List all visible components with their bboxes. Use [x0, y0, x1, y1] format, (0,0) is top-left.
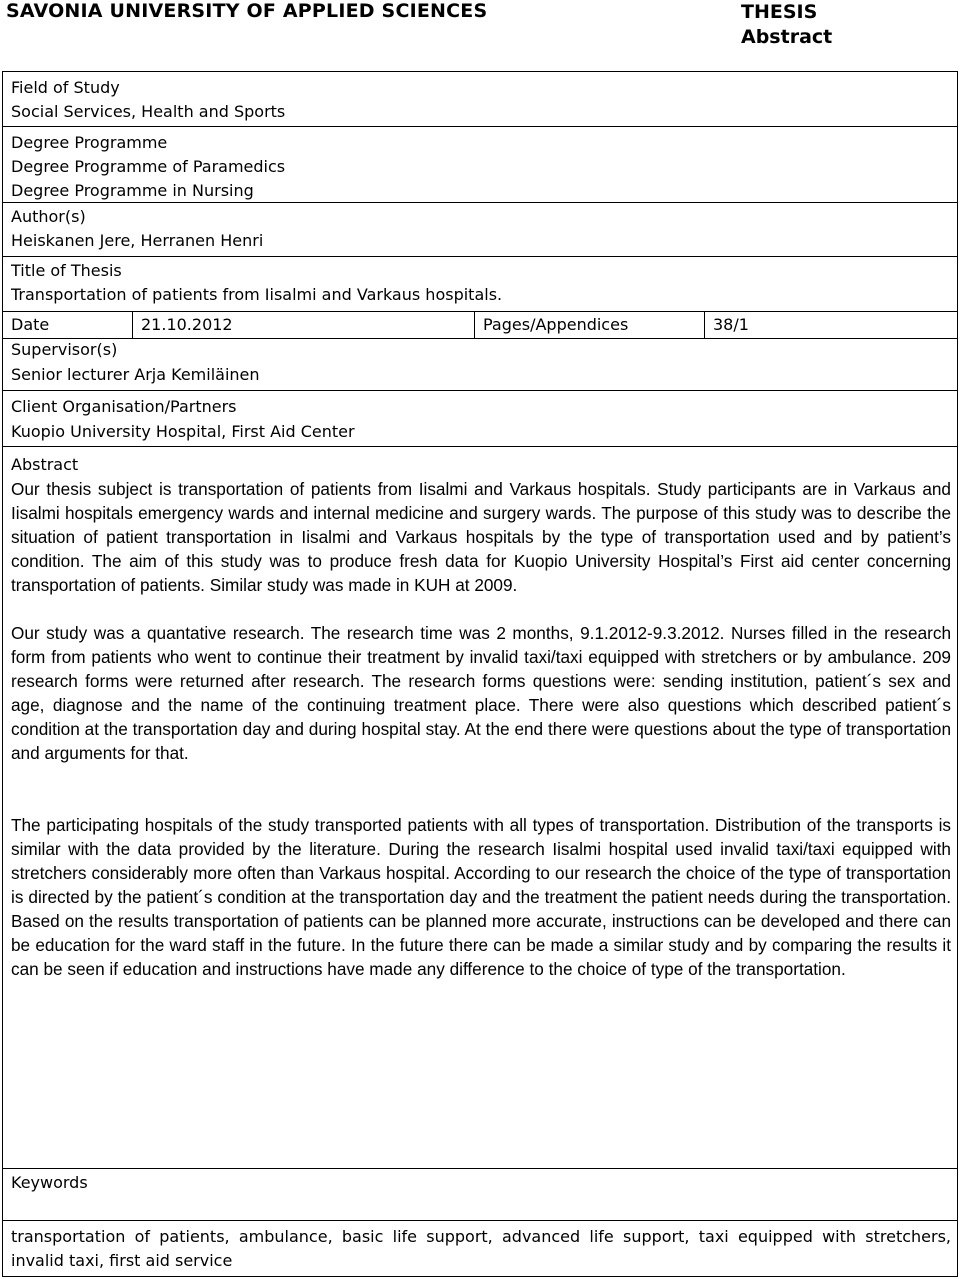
- keywords-value-section: [3, 1220, 957, 1273]
- degree-programme-section: [3, 126, 957, 203]
- keywords-label-section: [3, 1168, 957, 1220]
- abstract-paragraph-3: The participating hospitals of the study transported patients with all types of transportation. Distribution of the transports is similar with the data provided by the literature. During the research Iisalmi hospital used invalid taxi/taxi equipped with stretchers considerably more often than Varkaus hospital. According to our research the choice of the type of transportation is directed by the patient´s condition at the transportation day and the treatment the patient needs during the transportation. Based on the results transportation of patients can be planned more accurate, instructions can be developed and there can be education for the ward staff in the future. In the future there can be made a similar study and by comparing the results it can be seen if education and instructions have made any difference to the choice of type of the transportation.: [11, 815, 951, 979]
- pages-value: 38/1: [713, 315, 749, 334]
- document-header: [0, 0, 960, 60]
- title-label: Title of Thesis: [11, 261, 122, 280]
- keywords-label: Keywords: [11, 1173, 88, 1192]
- authors-label: Author(s): [11, 207, 86, 226]
- supervisors-value: Senior lecturer Arja Kemiläinen: [11, 365, 260, 384]
- university-name: SAVONIA UNIVERSITY OF APPLIED SCIENCES: [6, 0, 488, 22]
- date-pages-row: [3, 311, 957, 339]
- title-section: [3, 256, 957, 307]
- document-type: [741, 0, 832, 50]
- date-label: Date: [3, 312, 133, 338]
- field-of-study-section: [3, 76, 957, 124]
- pages-label: Pages/Appendices: [475, 312, 705, 338]
- thesis-abstract-form: [2, 71, 958, 1277]
- document-type-abstract: Abstract: [741, 26, 833, 48]
- degree-programme-value-1: Degree Programme of Paramedics: [11, 157, 286, 176]
- supervisors-section: [3, 337, 957, 387]
- date-value: 21.10.2012: [133, 312, 475, 338]
- abstract-body: [3, 477, 957, 981]
- client-section: [3, 390, 957, 444]
- document-type-thesis: THESIS: [741, 1, 818, 23]
- authors-section: [3, 202, 957, 253]
- supervisors-label: Supervisor(s): [11, 340, 118, 359]
- degree-programme-label: Degree Programme: [11, 133, 168, 152]
- abstract-paragraph-2: Our study was a quantative research. The research time was 2 months, 9.1.2012-9.3.2012. Nurses filled in the research form from patients who went to continue their treatment by invalid taxi/taxi equipped with stretchers or by ambulance. 209 research forms were returned after research. The research forms questions were: sending institution, patient´s sex and age, diagnose and the name of the continuing treatment place. There were also questions which described patient´s condition at the transportation day and during hospital stay. At the end there were questions about the type of transportation and arguments for that.: [11, 623, 951, 763]
- field-of-study-value: Social Services, Health and Sports: [11, 102, 286, 121]
- title-value: Transportation of patients from Iisalmi and Varkaus hospitals.: [11, 285, 503, 304]
- keywords-value: transportation of patients, ambulance, basic life support, advanced life support, taxi equipped with stretchers, invalid taxi, first aid service: [11, 1227, 951, 1270]
- abstract-label: Abstract: [11, 455, 79, 474]
- client-value: Kuopio University Hospital, First Aid Center: [11, 422, 355, 441]
- field-of-study-label: Field of Study: [11, 78, 120, 97]
- abstract-section: [3, 446, 957, 1168]
- client-label: Client Organisation/Partners: [11, 397, 237, 416]
- authors-value: Heiskanen Jere, Herranen Henri: [11, 231, 264, 250]
- degree-programme-value-2: Degree Programme in Nursing: [11, 181, 254, 200]
- abstract-paragraph-1: Our thesis subject is transportation of patients from Iisalmi and Varkaus hospitals. Study participants are in Varkaus and Iisalmi hospitals emergency wards and internal medicine and surgery wards. The purpose of this study was to describe the situation of patient transportation in Iisalmi and Varkaus hospitals by the type of transportation used and by patient’s condition. The aim of this study was to produce fresh data for Kuopio University Hospital’s First aid center concerning transportation of patients. Similar study was made in KUH at 2009.: [11, 479, 951, 595]
